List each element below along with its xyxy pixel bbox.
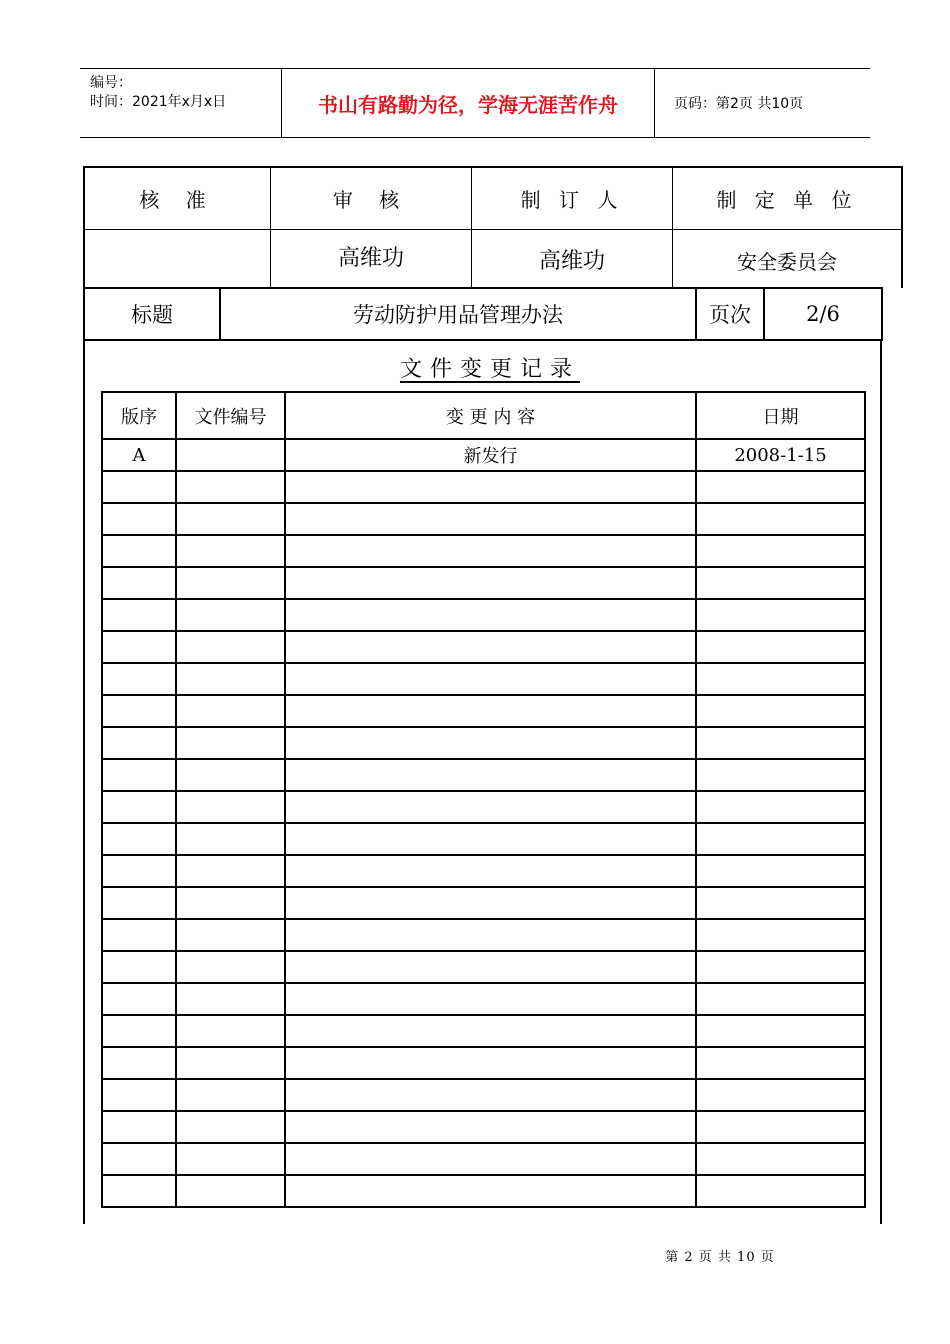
cell-change-content: [285, 1015, 696, 1047]
cell-file-number: [176, 1111, 285, 1143]
cell-change-content: [285, 471, 696, 503]
cell-version: [102, 759, 176, 791]
cell-version: [102, 1015, 176, 1047]
cell-file-number: [176, 1079, 285, 1111]
cell-date: [696, 791, 865, 823]
cell-version: [102, 567, 176, 599]
approval-header-approve: 核 准: [139, 188, 216, 212]
cell-version: [102, 599, 176, 631]
doc-number-label: 编号：: [90, 75, 132, 91]
cell-change-content: [285, 631, 696, 663]
cell-date: 2008-1-15: [696, 439, 865, 471]
table-row: [102, 471, 865, 503]
cell-date: [696, 1143, 865, 1175]
cell-change-content: [285, 1143, 696, 1175]
page-label: 页次: [709, 303, 751, 327]
table-row: [102, 1143, 865, 1175]
cell-date: [696, 759, 865, 791]
cell-date: [696, 983, 865, 1015]
cell-version: [102, 1111, 176, 1143]
cell-change-content: [285, 855, 696, 887]
table-row: [102, 599, 865, 631]
cell-version: [102, 1175, 176, 1207]
cell-date: [696, 663, 865, 695]
cell-file-number: [176, 1047, 285, 1079]
cell-date: [696, 919, 865, 951]
cell-date: [696, 1175, 865, 1207]
cell-file-number: [176, 631, 285, 663]
cell-change-content: [285, 823, 696, 855]
cell-change-content: [285, 983, 696, 1015]
cell-file-number: [176, 535, 285, 567]
cell-file-number: [176, 1015, 285, 1047]
cell-date: [696, 1015, 865, 1047]
document-title: 劳动防护用品管理办法: [353, 303, 563, 327]
table-row: [102, 535, 865, 567]
cell-change-content: [285, 1175, 696, 1207]
cell-change-content: [285, 759, 696, 791]
cell-version: [102, 1143, 176, 1175]
change-record-table: [101, 391, 866, 1208]
cell-change-content: 新发行: [285, 439, 696, 471]
cell-change-content: [285, 791, 696, 823]
cell-version: [102, 695, 176, 727]
table-row: [102, 1175, 865, 1207]
table-row: [102, 823, 865, 855]
cell-change-content: [285, 887, 696, 919]
change-record-header-row: [102, 392, 865, 439]
cell-date: [696, 695, 865, 727]
table-row: [102, 1111, 865, 1143]
table-row: [102, 983, 865, 1015]
cell-version: [102, 887, 176, 919]
approval-table: [83, 166, 903, 288]
table-row: [102, 1015, 865, 1047]
cell-date: [696, 951, 865, 983]
cell-date: [696, 727, 865, 759]
table-row: [102, 439, 865, 471]
cell-change-content: [285, 663, 696, 695]
cell-date: [696, 535, 865, 567]
cell-version: [102, 727, 176, 759]
cell-file-number: [176, 791, 285, 823]
cell-version: [102, 503, 176, 535]
cell-version: [102, 663, 176, 695]
cell-change-content: [285, 727, 696, 759]
cell-date: [696, 631, 865, 663]
change-record-heading: [100, 352, 880, 383]
cell-change-content: [285, 1111, 696, 1143]
table-row: [102, 1079, 865, 1111]
table-row: [102, 855, 865, 887]
cell-version: [102, 791, 176, 823]
cell-version: [102, 919, 176, 951]
table-row: [102, 503, 865, 535]
cell-version: [102, 1047, 176, 1079]
cell-version: A: [102, 439, 176, 471]
table-row: [102, 919, 865, 951]
approval-value-approve: [85, 230, 270, 288]
cell-file-number: [176, 695, 285, 727]
cell-change-content: [285, 599, 696, 631]
cell-change-content: [285, 567, 696, 599]
cell-file-number: [176, 1175, 285, 1207]
table-row: [102, 1047, 865, 1079]
header-meta: [80, 69, 280, 137]
page-footer: 第 2 页 共 10 页: [665, 1250, 775, 1265]
cell-version: [102, 855, 176, 887]
cell-file-number: [176, 951, 285, 983]
cell-date: [696, 823, 865, 855]
cell-file-number: [176, 823, 285, 855]
cell-version: [102, 535, 176, 567]
cell-file-number: [176, 727, 285, 759]
cell-date: [696, 1111, 865, 1143]
approval-value-drafter: 高维功: [538, 248, 605, 274]
cell-file-number: [176, 439, 285, 471]
approval-header-review: 审 核: [332, 188, 410, 212]
cell-file-number: [176, 855, 285, 887]
approval-header-drafter: 制 订 人: [520, 188, 624, 212]
cell-change-content: [285, 919, 696, 951]
cell-file-number: [176, 1143, 285, 1175]
cell-date: [696, 471, 865, 503]
cell-change-content: [285, 951, 696, 983]
cell-file-number: [176, 759, 285, 791]
page-value: 2/6: [806, 302, 840, 326]
cell-file-number: [176, 471, 285, 503]
cell-change-content: [285, 535, 696, 567]
cell-version: [102, 631, 176, 663]
page-header: [80, 68, 870, 138]
cell-date: [696, 1079, 865, 1111]
cell-version: [102, 823, 176, 855]
title-label: 标题: [131, 303, 173, 327]
col-header-date: 日期: [696, 392, 865, 439]
approval-value-review: 高维功: [337, 245, 404, 271]
table-row: [102, 951, 865, 983]
frame-left-border: [83, 340, 85, 1224]
change-record-heading-text: 文件变更记录: [399, 357, 580, 382]
cell-file-number: [176, 599, 285, 631]
title-row: [83, 287, 883, 341]
col-header-version: 版序: [102, 392, 176, 439]
cell-change-content: [285, 503, 696, 535]
table-row: [102, 887, 865, 919]
table-row: [102, 727, 865, 759]
cell-date: [696, 599, 865, 631]
approval-header-unit: 制 定 单 位: [716, 188, 858, 212]
change-record-body: [102, 439, 865, 1207]
cell-file-number: [176, 919, 285, 951]
cell-file-number: [176, 503, 285, 535]
table-row: [102, 631, 865, 663]
cell-change-content: [285, 695, 696, 727]
doc-time: 时间：2021年x月x日: [90, 94, 227, 110]
col-header-file-number: 文件编号: [176, 392, 285, 439]
cell-version: [102, 1079, 176, 1111]
cell-date: [696, 567, 865, 599]
cell-change-content: [285, 1047, 696, 1079]
cell-version: [102, 951, 176, 983]
cell-date: [696, 887, 865, 919]
cell-date: [696, 855, 865, 887]
table-row: [102, 663, 865, 695]
header-page-code: [664, 69, 870, 137]
table-row: [102, 567, 865, 599]
approval-value-unit: 安全委员会: [737, 249, 837, 274]
cell-file-number: [176, 663, 285, 695]
table-row: [102, 759, 865, 791]
table-row: [102, 695, 865, 727]
frame-right-border: [880, 340, 882, 1224]
cell-version: [102, 983, 176, 1015]
cell-file-number: [176, 983, 285, 1015]
cell-change-content: [285, 1079, 696, 1111]
cell-date: [696, 503, 865, 535]
cell-date: [696, 1047, 865, 1079]
header-motto: 书山有路勤为径，学海无涯苦作舟: [281, 69, 655, 137]
page-code-text: 页码：第2页 共10页: [674, 96, 804, 112]
cell-version: [102, 471, 176, 503]
table-row: [102, 791, 865, 823]
cell-file-number: [176, 887, 285, 919]
col-header-change-content: 变 更 内 容: [285, 392, 696, 439]
cell-file-number: [176, 567, 285, 599]
